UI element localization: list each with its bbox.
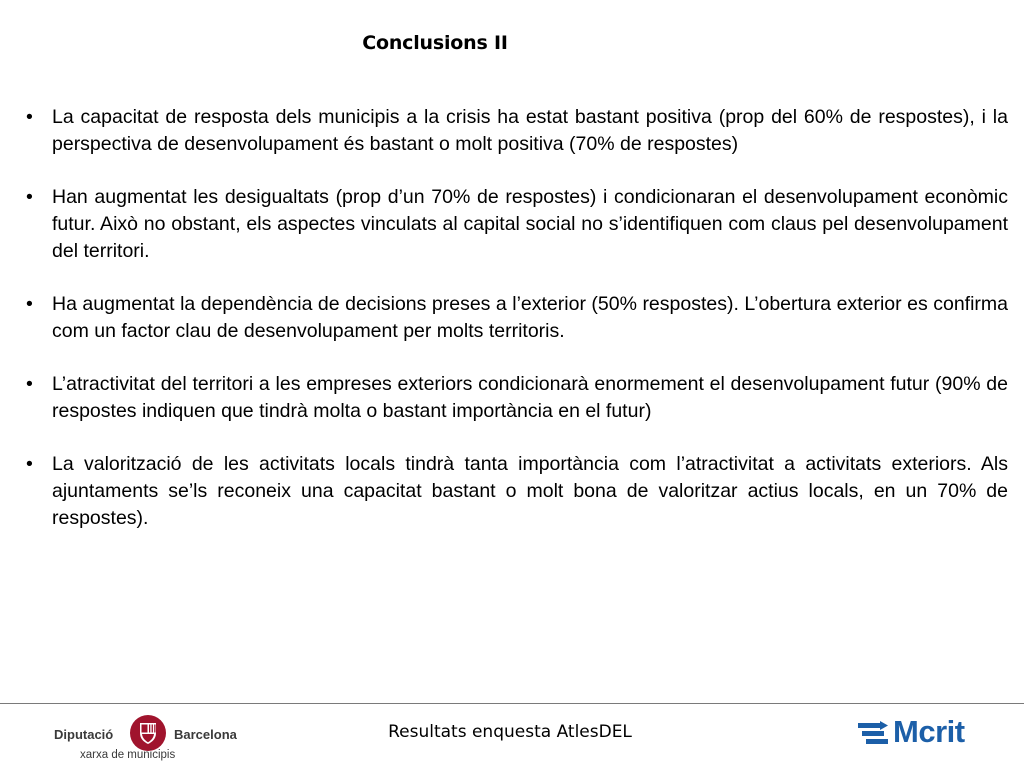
bullet-marker: • bbox=[26, 373, 33, 395]
bullet-text: La valorització de les activitats locals tindrà tanta importància com l’atractivitat a activitats exteriors. Als ajuntaments se’ls reconeix una capacitat bastant o molt bona de valoritzar actius locals, en un 70% de respostes). bbox=[52, 453, 1008, 529]
mcrit-logo bbox=[858, 714, 978, 750]
slide-title: Conclusions II bbox=[362, 32, 508, 54]
mcrit-arrows-icon bbox=[858, 721, 892, 747]
bullet-text: La capacitat de resposta dels municipis a la crisis ha estat bastant positiva (prop del 60% de respostes), i la perspectiva de desenvolupament és bastant o molt positiva (70% de respostes) bbox=[52, 106, 1008, 155]
bullet-item bbox=[26, 371, 1008, 425]
bullet-item bbox=[26, 291, 1008, 345]
bullet-list bbox=[26, 104, 1008, 558]
logo-subtitle: xarxa de municipis bbox=[80, 749, 176, 761]
bullet-marker: • bbox=[26, 453, 33, 475]
bullet-marker: • bbox=[26, 186, 33, 208]
footer-divider bbox=[0, 703, 1024, 704]
bullet-text: Han augmentat les desigualtats (prop d’un 70% de respostes) i condicionaran el desenvolupament econòmic futur. Això no obstant, els aspectes vinculats al capital social no s’identifiquen com claus pel desenvolupament del territori. bbox=[52, 186, 1008, 262]
diputacio-barcelona-logo bbox=[50, 709, 235, 764]
logo-name-left: Diputació bbox=[54, 727, 114, 742]
logo-name-right: Barcelona bbox=[174, 727, 237, 742]
bullet-item bbox=[26, 451, 1008, 532]
bullet-item bbox=[26, 184, 1008, 265]
footer-title: Resultats enquesta AtlesDEL bbox=[388, 722, 632, 742]
bullet-marker: • bbox=[26, 106, 33, 128]
bullet-item bbox=[26, 104, 1008, 158]
bullet-text: Ha augmentat la dependència de decisions preses a l’exterior (50% respostes). L’obertura exterior es confirma com un factor clau de desenvolupament per molts territoris. bbox=[52, 293, 1008, 342]
coat-of-arms-icon bbox=[128, 713, 168, 753]
bullet-marker: • bbox=[26, 293, 33, 315]
mcrit-wordmark: Mcrit bbox=[893, 714, 965, 749]
bullet-text: L’atractivitat del territori a les empreses exteriors condicionarà enormement el desenvolupament futur (90% de respostes indiquen que tindrà molta o bastant importància en el futur) bbox=[52, 373, 1008, 422]
